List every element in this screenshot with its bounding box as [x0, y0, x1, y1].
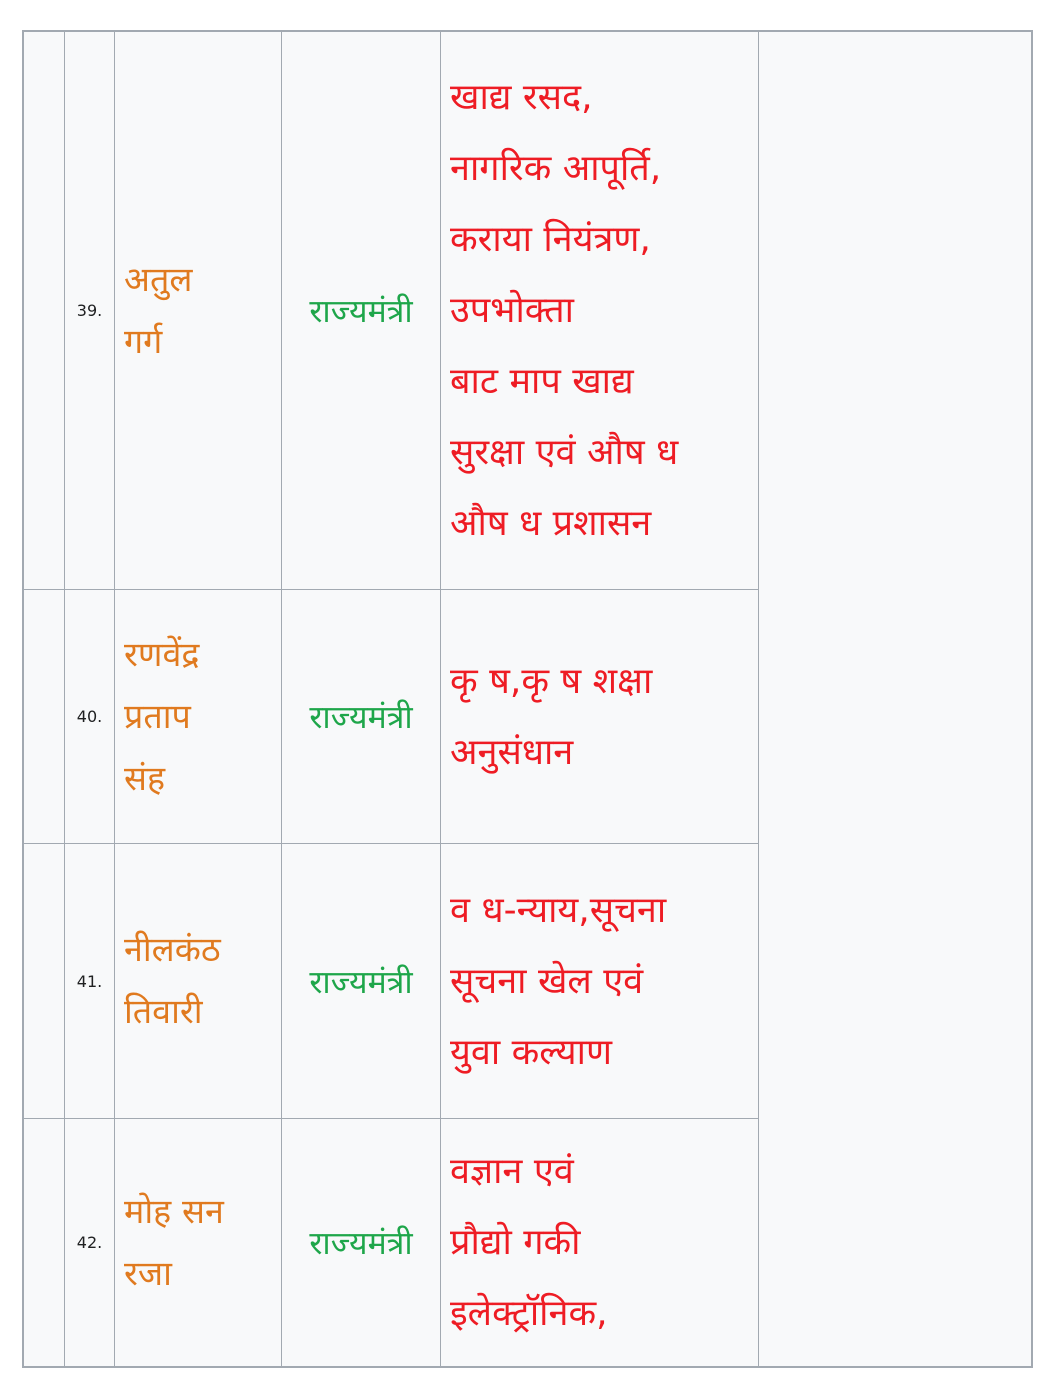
- table-row: [24, 844, 759, 1119]
- serial-cell: [65, 590, 115, 843]
- departments-cell: [441, 1119, 759, 1366]
- serial-cell: [65, 1119, 115, 1366]
- minister-name: अतुल गर्ग: [124, 259, 193, 362]
- empty-cell: [24, 32, 65, 589]
- ministers-table: [22, 30, 1033, 1368]
- minister-post: राज्यमंत्री: [309, 1224, 413, 1262]
- name-cell: [115, 844, 282, 1118]
- minister-post: राज्यमंत्री: [309, 962, 413, 1001]
- table-row: [24, 590, 759, 844]
- serial-cell: [65, 32, 115, 589]
- post-cell: [282, 590, 441, 843]
- post-cell: [282, 32, 441, 589]
- departments-text: कृ ष,कृ ष शक्षा अनुसंधान: [450, 660, 653, 773]
- minister-name: रणवेंद्र प्रताप संह: [124, 634, 200, 799]
- empty-cell: [24, 1119, 65, 1366]
- post-cell: [282, 844, 441, 1118]
- serial-number: 39.: [76, 301, 103, 320]
- post-cell: [282, 1119, 441, 1366]
- serial-cell: [65, 844, 115, 1118]
- table-row: [24, 1119, 759, 1366]
- serial-number: 41.: [76, 971, 103, 991]
- name-cell: [115, 32, 282, 589]
- minister-name: मोह सन रजा: [124, 1191, 224, 1294]
- minister-name: नीलकंठ तिवारी: [124, 930, 221, 1032]
- departments-cell: [441, 32, 759, 589]
- departments-cell: [441, 590, 759, 843]
- departments-text: वज्ञान एवं प्रौद्यो गकी इलेक्ट्रॉनिक,: [450, 1151, 608, 1334]
- minister-post: राज्यमंत्री: [309, 698, 413, 736]
- serial-number: 40.: [76, 707, 103, 726]
- minister-post: राज्यमंत्री: [309, 292, 413, 330]
- departments-text: खाद्य रसद, नागरिक आपूर्ति, कराया नियंत्रण, उपभोक्ता बाट माप खाद्य सुरक्षा एवं औष ध औष ध प्रशासन: [450, 77, 679, 544]
- name-cell: [115, 1119, 282, 1366]
- serial-number: 42.: [76, 1233, 103, 1252]
- departments-cell: [441, 844, 759, 1118]
- table-row: [24, 32, 759, 590]
- empty-cell: [24, 590, 65, 843]
- empty-cell: [24, 844, 65, 1118]
- departments-text: व ध-न्याय,सूचना सूचना खेल एवं युवा कल्याण: [450, 889, 667, 1073]
- name-cell: [115, 590, 282, 843]
